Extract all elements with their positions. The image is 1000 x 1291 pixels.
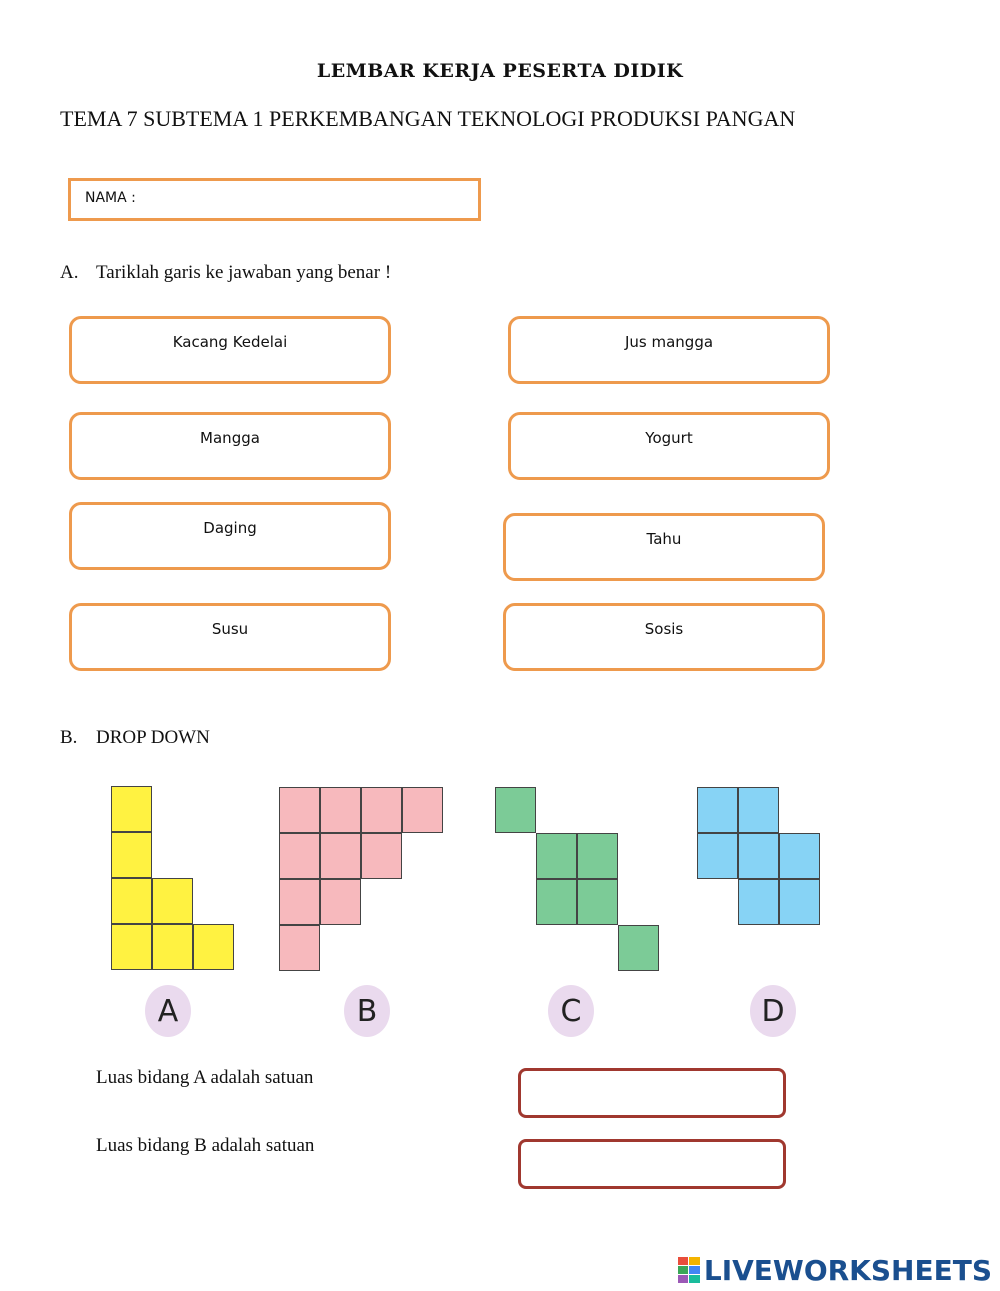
left-option-2[interactable]: Mangga xyxy=(69,412,391,480)
right-option-3[interactable]: Tahu xyxy=(503,513,825,581)
shape-label-a: A xyxy=(145,985,191,1037)
shape-label-b: B xyxy=(344,985,390,1037)
brand-text: LIVEWORKSHEETS xyxy=(703,1253,992,1287)
right-option-1[interactable]: Jus mangga xyxy=(508,316,830,384)
answer-dropdown-a[interactable] xyxy=(518,1068,786,1118)
liveworksheets-logo xyxy=(678,1253,992,1287)
name-label: NAMA : xyxy=(85,190,136,206)
left-option-4[interactable]: Susu xyxy=(69,603,391,671)
right-option-2[interactable]: Yogurt xyxy=(508,412,830,480)
shape-label-c: C xyxy=(548,985,594,1037)
brand-mark-icon xyxy=(678,1257,700,1283)
section-a-instruction: Tariklah garis ke jawaban yang benar ! xyxy=(96,262,392,283)
name-field[interactable] xyxy=(68,178,481,221)
section-a-heading xyxy=(60,262,391,284)
page-title: LEMBAR KERJA PESERTA DIDIK xyxy=(316,60,684,82)
section-b-heading xyxy=(60,727,210,749)
right-option-4[interactable]: Sosis xyxy=(503,603,825,671)
section-b-title: DROP DOWN xyxy=(96,727,210,748)
shape-label-d: D xyxy=(750,985,796,1037)
section-b-number: B. xyxy=(60,727,78,748)
question-a: Luas bidang A adalah satuan xyxy=(96,1067,314,1088)
section-a-number: A. xyxy=(60,262,79,283)
question-b: Luas bidang B adalah satuan xyxy=(96,1135,315,1156)
page-subtitle: TEMA 7 SUBTEMA 1 PERKEMBANGAN TEKNOLOGI PRODUKSI PANGAN xyxy=(60,106,796,131)
left-option-1[interactable]: Kacang Kedelai xyxy=(69,316,391,384)
left-option-3[interactable]: Daging xyxy=(69,502,391,570)
answer-dropdown-b[interactable] xyxy=(518,1139,786,1189)
